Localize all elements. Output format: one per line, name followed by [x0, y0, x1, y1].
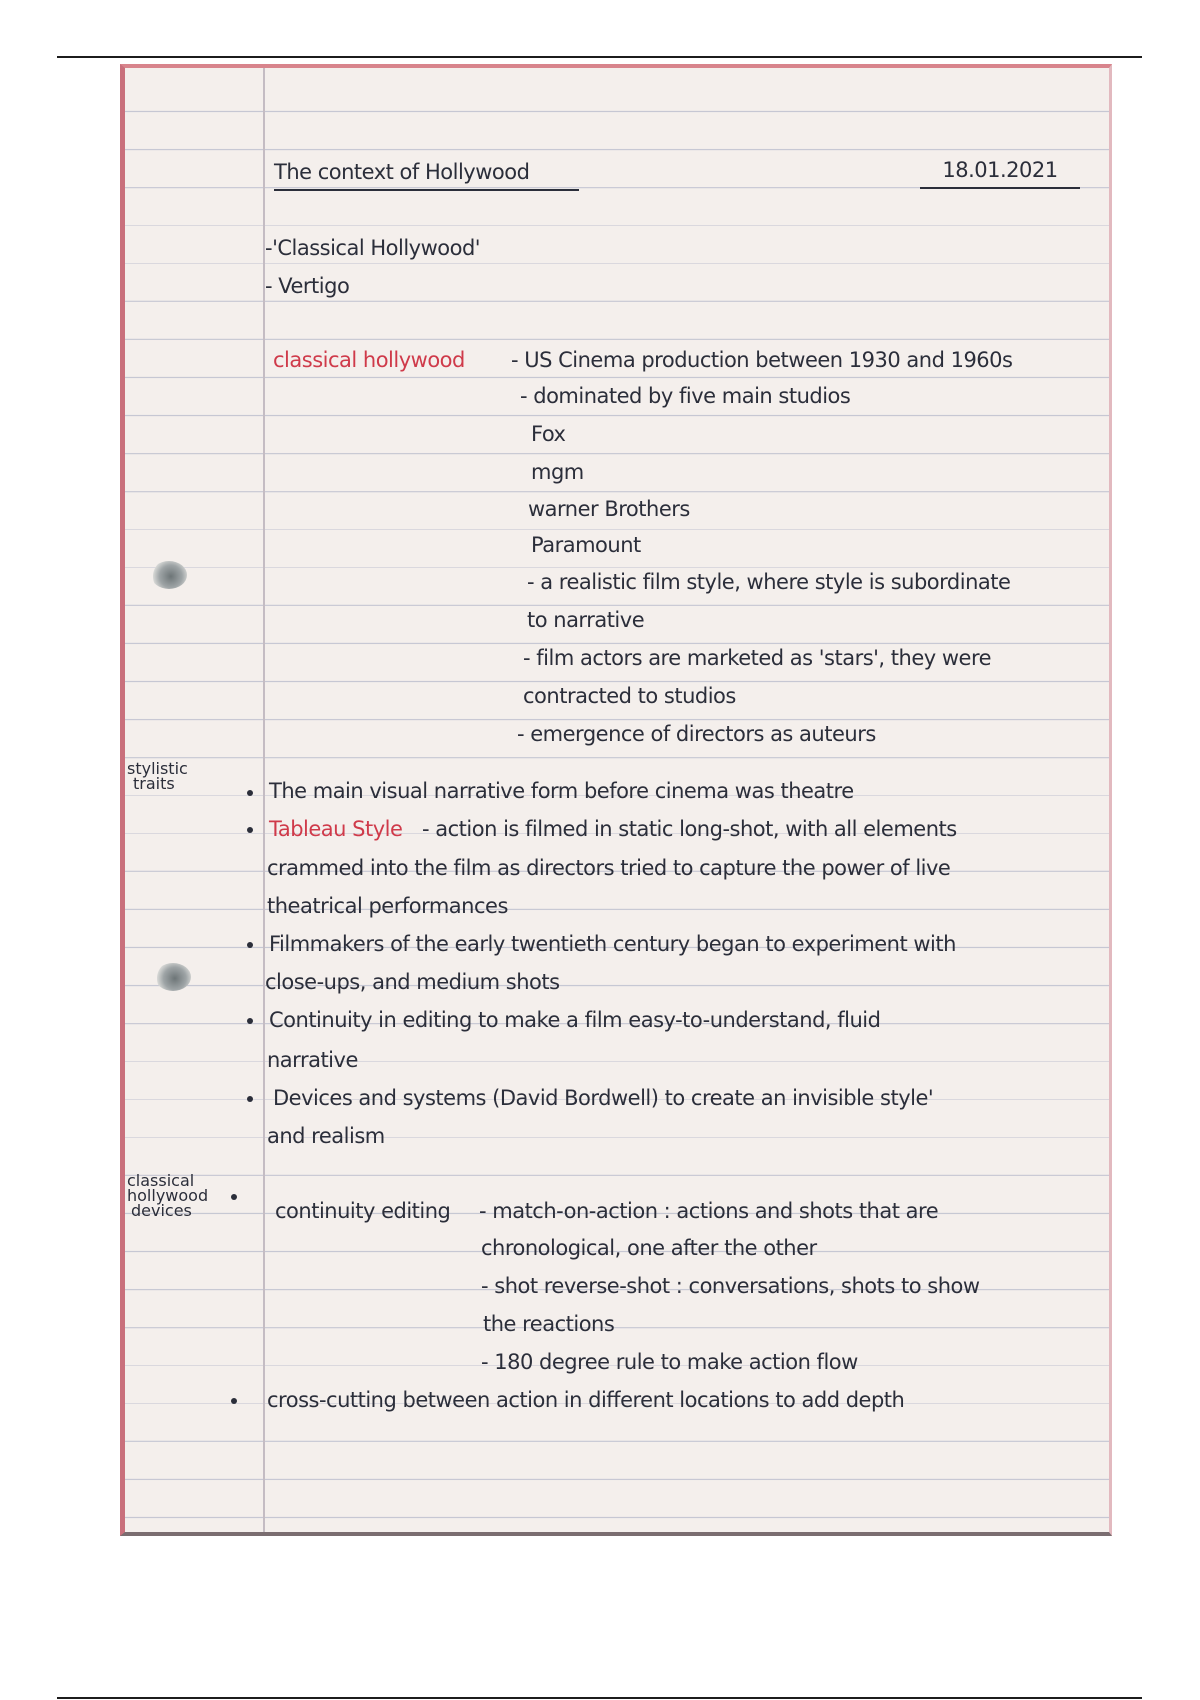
studio-item: Fox: [531, 422, 566, 446]
trait-bullet-2-line-1: - action is filmed in static long-shot, with all elements: [422, 817, 957, 841]
trait-bullet-3-line-2: close-ups, and medium shots: [265, 970, 560, 994]
bullet: [231, 1194, 237, 1200]
trait-bullet-2-line-2: crammed into the film as directors tried to capture the power of live: [267, 856, 951, 880]
trait-bullet-4-line-1: Continuity in editing to make a film easy-to-understand, fluid: [269, 1008, 881, 1032]
punch-hole: [151, 561, 187, 589]
bullet: [247, 790, 253, 796]
margin-note-devices: [127, 1173, 208, 1218]
punch-hole: [155, 963, 191, 991]
page-top-rule: [57, 56, 1142, 58]
device-1-line-2: chronological, one after the other: [481, 1236, 817, 1260]
trait-bullet-1: The main visual narrative form before cinema was theatre: [269, 779, 854, 803]
bullet: [247, 1096, 253, 1102]
def-line-5: - emergence of directors as auteurs: [517, 722, 876, 746]
bullet: [231, 1398, 237, 1404]
margin-note-line: stylistic: [127, 759, 188, 778]
term-tableau-style: Tableau Style: [269, 817, 403, 841]
bullet: [247, 942, 253, 948]
studio-item: warner Brothers: [528, 497, 690, 521]
device-1-line-1: - match-on-action : actions and shots that are: [479, 1199, 939, 1223]
def-line-4b: contracted to studios: [523, 684, 736, 708]
trait-bullet-5-line-1: Devices and systems (David Bordwell) to create an invisible style': [273, 1086, 934, 1110]
studio-item: Paramount: [531, 533, 641, 557]
trait-bullet-4-line-2: narrative: [267, 1048, 358, 1072]
notebook-page: [120, 64, 1112, 1536]
def-line-1: - US Cinema production between 1930 and 1960s: [511, 348, 1013, 372]
topic-vertigo: - Vertigo: [265, 274, 350, 298]
trait-bullet-2-line-3: theatrical performances: [267, 894, 508, 918]
device-2-line-2: the reactions: [483, 1312, 615, 1336]
term-continuity-editing: continuity editing: [275, 1199, 451, 1223]
margin-note-line: hollywood: [127, 1186, 209, 1205]
def-line-3b: to narrative: [527, 608, 645, 632]
cross-cutting-note: cross-cutting between action in different locations to add depth: [267, 1388, 905, 1412]
margin-note-line: classical: [127, 1171, 195, 1190]
trait-bullet-5-line-2: and realism: [267, 1124, 385, 1148]
device-2-line-1: - shot reverse-shot : conversations, shots to show: [481, 1274, 980, 1298]
def-line-2: - dominated by five main studios: [520, 384, 851, 408]
margin-note-stylistic: [127, 761, 188, 791]
note-date: 18.01.2021: [920, 160, 1080, 189]
studio-item: mgm: [531, 460, 584, 484]
margin-note-line: traits: [133, 774, 175, 793]
bullet: [247, 1018, 253, 1024]
trait-bullet-3-line-1: Filmmakers of the early twentieth century began to experiment with: [269, 932, 956, 956]
term-classical-hollywood: classical hollywood: [273, 348, 465, 372]
bullet: [247, 827, 253, 833]
margin-note-line: devices: [131, 1201, 192, 1220]
device-3: - 180 degree rule to make action flow: [481, 1350, 858, 1374]
note-title: The context of Hollywood: [274, 162, 579, 191]
def-line-4a: - film actors are marketed as 'stars', they were: [523, 646, 992, 670]
page-bottom-rule: [57, 1697, 1142, 1699]
def-line-3a: - a realistic film style, where style is subordinate: [527, 570, 1011, 594]
topic-classical: -'Classical Hollywood': [265, 236, 481, 260]
